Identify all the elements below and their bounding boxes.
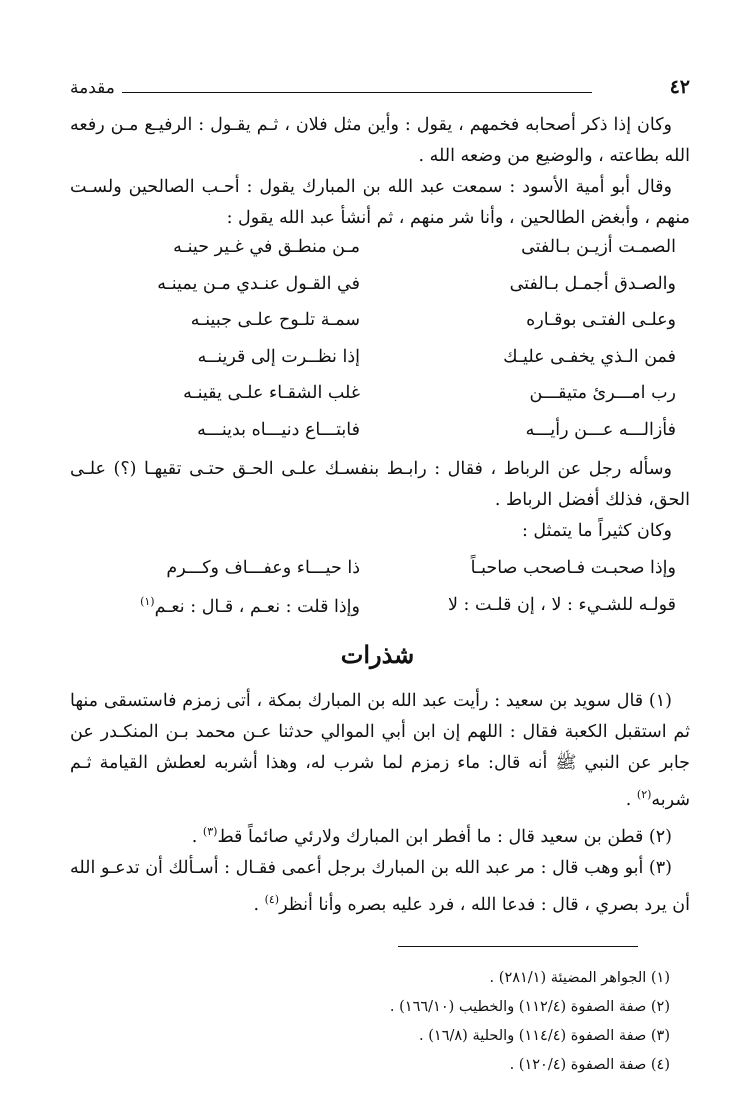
footnote-item: (٤) صفة الصفوة (١٢٠/٤) .	[509, 1057, 670, 1073]
verse-line	[70, 310, 690, 347]
footnote-marker: (١)	[140, 594, 155, 608]
footnote-item: (١) الجواهر المضيئة (٢٨١/١) .	[489, 970, 670, 986]
page-number: ٤٢	[669, 76, 690, 98]
verse-hemistich-second: ذا حيـــاء وعفـــاف وكـــرم	[166, 558, 360, 578]
verse-line	[70, 274, 690, 311]
middle-paragraph-1: وسأله رجل عن الرباط ، فقال : رابـط بنفسـك علـى الحـق حتـى تقيهـا (؟) علـى الحق، فذلك أفضل الرباط .	[70, 459, 690, 510]
verse-line	[70, 558, 690, 595]
shadharat-paragraph-1	[70, 686, 690, 816]
verse-hemistich-second: إذا نظــرت إلى قرينــه	[197, 346, 360, 367]
verse-hemistich-first: فأزالـــه عـــن رأيـــه	[525, 419, 676, 440]
shadharat-text	[70, 686, 690, 920]
paragraph-text: (١) قال سويد بن سعيد : رأيت عبد الله بن المبارك بمكة ، أتى زمزم فاستسقى منها ثم استقبل الكعبة فقال : اللهم إن ابن أبي الموالي حدثنا عـن محمد بـن المنكـدر عن جابر عن النبي ﷺ أنه قال: ماء زمزم لما شرب له، وهذا أشربه لعطش القيامة ثـم شربه	[70, 691, 690, 810]
poem-1	[70, 237, 690, 457]
poem-2	[70, 558, 690, 631]
footnotes	[200, 964, 670, 1080]
running-header	[70, 78, 690, 102]
verse-hemistich-second: غلب الشقـاء علـى يقينـه	[183, 383, 360, 404]
verse-hemistich-first: وعلـى الفتـى بوقـاره	[526, 310, 676, 331]
intro-paragraph-2: وقال أبو أمية الأسود : سمعت عبد الله بن المبارك يقول : أحـب الصالحين ولسـت منهم ، وأبغض الطالحين ، وأنا شر منهم ، ثم أنشأ عبد الله يقول :	[70, 177, 690, 228]
footnote-marker: (٢)	[636, 788, 652, 801]
verse-text: وإذا قلت : نعـم ، قـال : نعـم	[154, 596, 360, 617]
footnote-marker: (٣)	[202, 824, 218, 838]
verse-hemistich-second: فابتـــاع دنيـــاه بدينـــه	[197, 419, 360, 440]
section-title: شذرات	[340, 640, 415, 669]
verse-line	[70, 383, 690, 420]
verse-hemistich-second: مـن منطـق في غـير حينـه	[173, 237, 360, 257]
verse-hemistich-first: وإذا صحبـت فـاصحب صاحبـاً	[470, 558, 676, 578]
footnote-separator	[398, 946, 638, 947]
verse-line	[70, 420, 690, 457]
paragraph-text: (٢) قطن بن سعيد قال : ما أفطر ابن المبارك ولارئي صائماً قط	[217, 826, 672, 847]
shadharat-paragraph-3	[70, 853, 690, 921]
intro-text	[70, 110, 690, 234]
paragraph-end: .	[191, 826, 203, 847]
verse-hemistich-first: قولـه للشـيء : لا ، إن قلـت : لا	[447, 594, 676, 615]
footnote-item: (٣) صفة الصفوة (١١٤/٤) والحلية (١٦/٨) .	[419, 1028, 670, 1044]
middle-text	[70, 454, 690, 547]
intro-paragraph-1: وكان إذا ذكر أصحابه فخمهم ، يقول : وأين مثل فلان ، ثـم يقـول : الرفيـع مـن رفعه الله بطاعته ، والوضيع من وضعه الله .	[70, 115, 690, 166]
verse-line	[70, 237, 690, 274]
middle-paragraph-2: وكان كثيراً ما يتمثل :	[521, 521, 672, 541]
paragraph-end: .	[253, 894, 265, 915]
paragraph-text: (٣) أبو وهب قال : مر عبد الله بن المبارك برجل أعمى فقـال : أسـألك أن تدعـو الله أن يرد بصري ، قال : فدعا الله ، فرد عليه بصره وأنا أنظر	[70, 857, 690, 915]
verse-hemistich-second: سمـة تلـوح علـى جبينـه	[190, 310, 360, 331]
paragraph-end: .	[625, 789, 637, 810]
verse-hemistich-second: في القـول عنـدي مـن يمينـه	[157, 273, 360, 294]
verse-hemistich-first: والصـدق أجمـل بـالفتى	[509, 273, 676, 294]
verse-line	[70, 595, 690, 632]
header-rule	[122, 92, 592, 93]
verse-line	[70, 347, 690, 384]
verse-hemistich-first: الصمـت أزيـن بـالفتى	[521, 237, 676, 257]
verse-hemistich-second	[100, 595, 360, 617]
header-title: مقدمة	[70, 78, 115, 98]
shadharat-paragraph-2	[70, 816, 690, 853]
footnote-item: (٢) صفة الصفوة (١١٢/٤) والخطيب (١٦٦/١٠) .	[389, 999, 670, 1015]
footnote-marker: (٤)	[264, 892, 280, 906]
verse-hemistich-first: فمن الـذي يخفـى عليـك	[503, 346, 676, 367]
verse-hemistich-first: رب امـــرئ متيقـــن	[529, 383, 676, 404]
